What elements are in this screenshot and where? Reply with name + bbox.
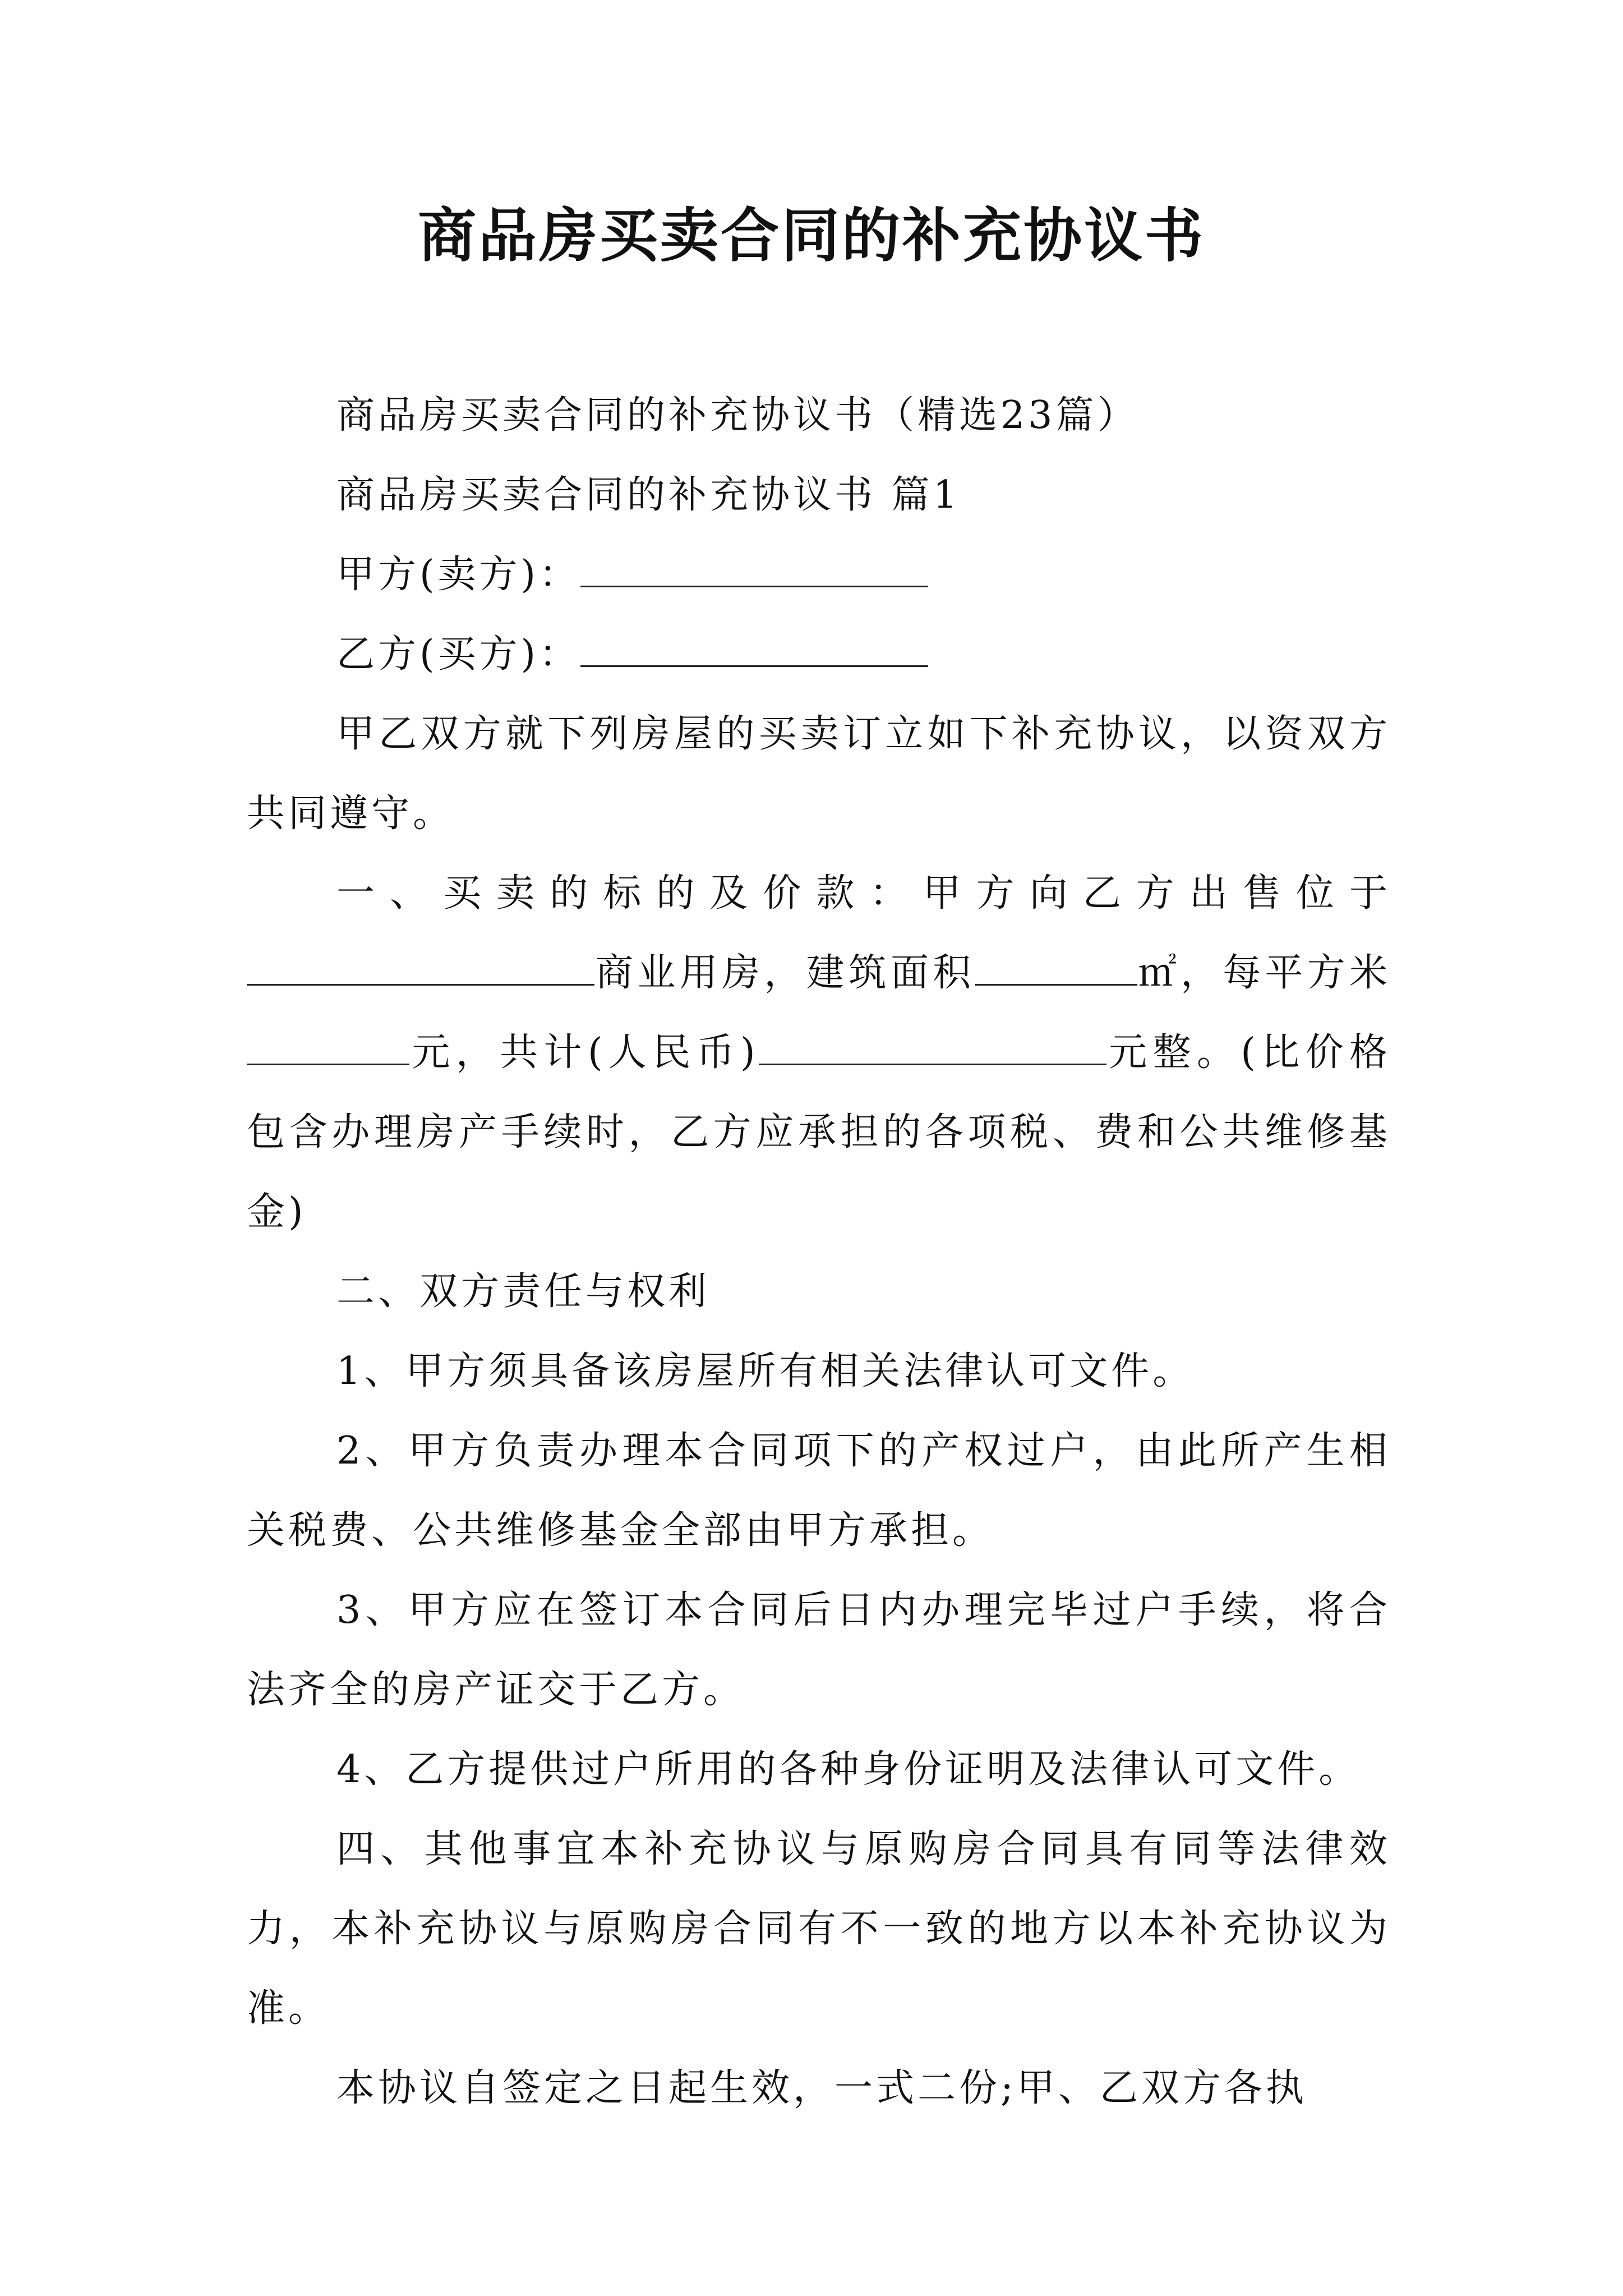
party-b-line [247,615,1391,694]
clause-1-text-c: ㎡，每平方米 [1137,951,1391,995]
clause-1-text-e: 元整。(比价格包含办理房产手续时，乙方应承担的各项税、费和公共维修基金) [247,1030,1391,1234]
clause-1-text-d: 元，共计(人民币) [409,1030,759,1075]
document-title: 商品房买卖合同的补充协议书 [417,201,1205,270]
total-price-blank [759,1030,1106,1065]
party-a-line [247,535,1391,615]
party-b-blank [580,632,928,667]
item-2: 2、甲方负责办理本合同项下的产权过户，由此所产生相关税费、公共维修基金全部由甲方承担。 [247,1429,1391,1553]
subtitle-line: 商品房买卖合同的补充协议书（精选23篇） [336,393,1139,438]
section-heading: 商品房买卖合同的补充协议书 篇1 [336,473,961,517]
party-b-label: 乙方(买方)： [336,632,581,677]
document-body [247,376,1391,2128]
party-a-blank [580,552,928,587]
item-4: 4、乙方提供过户所用的各种身份证明及法律认可文件。 [336,1747,1361,1792]
unit-price-blank [247,1030,409,1065]
clause-2-heading: 二、双方责任与权利 [336,1269,711,1314]
clause-1-text-b: 商业用房，建筑面积 [594,951,975,995]
clause-1-text-a: 一、买卖的标的及价款：甲方向乙方出售位于 [336,871,1391,915]
area-blank [975,950,1137,986]
clause-4-paragraph: 四、其他事宜本补充协议与原购房合同具有同等法律效力，本补充协议与原购房合同有不一致的地方以本补充协议为准。 [247,1827,1391,2031]
item-1: 1、甲方须具备该房屋所有相关法律认可文件。 [336,1349,1195,1393]
location-blank [247,950,594,986]
item-3: 3、甲方应在签订本合同后日内办理完毕过户手续，将合法齐全的房产证交于乙方。 [247,1588,1391,1712]
clause-1-paragraph [247,854,1391,1252]
intro-paragraph: 甲乙双方就下列房屋的买卖订立如下补充协议，以资双方共同遵守。 [247,712,1391,836]
party-a-label: 甲方(卖方)： [336,553,581,597]
closing-paragraph: 本协议自签定之日起生效，一式二份;甲、乙双方各执 [336,2066,1307,2110]
